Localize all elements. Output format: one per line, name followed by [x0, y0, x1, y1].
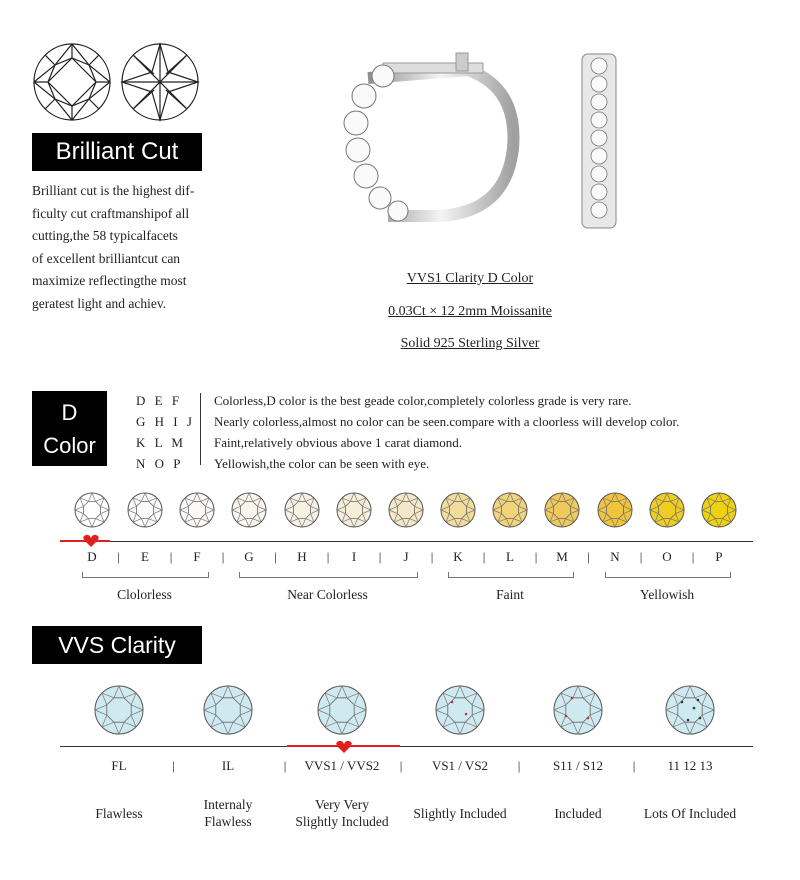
clarity-heart-marker-icon [335, 740, 353, 754]
color-scale-letter: K [453, 549, 463, 564]
d-color-title [32, 391, 107, 466]
brilliant-cut-title: Brilliant Cut [32, 133, 202, 171]
color-gem-m [545, 493, 579, 527]
color-scale-letter: O [662, 549, 672, 564]
d-color-title-line2: Color [43, 433, 96, 458]
clarity-gem-0 [95, 686, 143, 734]
clarity-grade-label: IL [221, 758, 235, 773]
color-gem-k [441, 493, 475, 527]
inclusion-dot [587, 717, 590, 720]
clarity-scale-line [60, 746, 753, 747]
clarity-separator: | [283, 758, 287, 773]
clarity-grade-label: VVS1 / VVS2 [304, 758, 380, 773]
grade-letters: N O P [136, 456, 184, 471]
scale-separator: | [378, 549, 382, 564]
category-bracket [448, 572, 574, 578]
scale-separator: | [221, 549, 225, 564]
spec-moissanite: 0.03Ct × 12 2mm Moissanite [388, 304, 552, 319]
clarity-grade-name: Internaly Flawless [203, 797, 253, 829]
inclusion-dot [451, 701, 454, 704]
clarity-gem-1 [204, 686, 252, 734]
grade-description: Faint,relatively obvious above 1 carat diamond. [214, 435, 463, 450]
clarity-grade-name: Slightly Included [413, 806, 507, 821]
hoop-earring-front-image [576, 52, 622, 230]
clarity-grade-label: VS1 / VS2 [431, 758, 489, 773]
clarity-grade-name: Lots Of Included [643, 806, 737, 821]
scale-separator: | [430, 549, 434, 564]
diamond-bottom-view-icon [120, 42, 200, 122]
color-gem-p [702, 493, 736, 527]
clarity-separator: | [172, 758, 175, 773]
inclusion-dot [693, 707, 696, 710]
color-gem-d [75, 493, 109, 527]
grade-divider [200, 393, 201, 465]
color-category-label: Near Colorless [287, 587, 368, 602]
color-gem-g [232, 493, 266, 527]
vvs-clarity-title: VVS Clarity [32, 626, 202, 664]
clarity-grade-name: Very Very Slightly Included [295, 797, 389, 829]
color-gem-h [285, 493, 319, 527]
color-gem-row [0, 488, 800, 533]
color-scale-letter: H [297, 549, 307, 564]
clarity-gem-row [0, 684, 800, 736]
spec-clarity-color: VVS1 Clarity D Color [406, 271, 534, 286]
color-scale-letter: D [87, 549, 97, 564]
color-gem-l [493, 493, 527, 527]
scale-separator: | [274, 549, 277, 564]
category-bracket [605, 572, 731, 578]
category-bracket [239, 572, 418, 578]
scale-separator: | [482, 549, 486, 564]
color-scale-letter: L [506, 549, 514, 564]
clarity-grade-label: FL [111, 758, 127, 773]
color-scale-letter: F [193, 549, 201, 564]
color-category-label: Faint [496, 587, 524, 602]
clarity-separator: | [632, 758, 636, 773]
color-gem-i [337, 493, 371, 527]
inclusion-dot [697, 699, 700, 702]
inclusion-dot [699, 717, 702, 720]
color-scale-letter: J [403, 549, 409, 564]
inclusion-dot [465, 713, 468, 716]
color-category-label: Clolorless [117, 587, 172, 602]
color-gem-n [598, 493, 632, 527]
color-gem-f [180, 493, 214, 527]
clarity-gem-5 [666, 686, 714, 734]
color-gem-j [389, 493, 423, 527]
spec-silver: Solid 925 Sterling Silver [400, 336, 540, 351]
clarity-grade-label: 11 12 13 [667, 758, 713, 773]
diamond-top-view-icon [32, 42, 112, 122]
hoop-earring-side-image [328, 48, 528, 228]
clarity-grade-name: Flawless [95, 806, 143, 821]
color-gem-o [650, 493, 684, 527]
color-scale-letter: P [715, 549, 723, 564]
category-bracket [82, 572, 209, 578]
scale-separator: | [639, 549, 643, 564]
scale-separator: | [169, 549, 173, 564]
clarity-grade-name: Included [554, 806, 602, 821]
clarity-separator: | [517, 758, 521, 773]
inclusion-dot [681, 701, 684, 704]
color-scale-line [60, 541, 753, 542]
color-gem-e [128, 493, 162, 527]
grade-description: Colorless,D color is the best geade color,completely colorless grade is very rare. [214, 393, 632, 408]
scale-separator: | [534, 549, 538, 564]
clarity-gem-4 [554, 686, 602, 734]
inclusion-dot [687, 719, 690, 722]
inclusion-dot [571, 697, 574, 700]
scale-separator: | [117, 549, 120, 564]
scale-separator: | [326, 549, 330, 564]
d-color-title-line1: D [61, 400, 78, 425]
brilliant-cut-description: Brilliant cut is the highest dif- ficulty cut craftmanshipof all cutting,the 58 typicalfacets of excellent brilliantcut can maximize reflectingthe most geratest light and achiev. [32, 183, 195, 311]
color-scale-letter: G [244, 549, 254, 564]
heart-marker-icon [82, 534, 100, 548]
clarity-gem-3 [436, 686, 484, 734]
clarity-separator: | [399, 758, 403, 773]
grade-letters: D E F [136, 393, 183, 408]
clarity-grade-label: S11 / S12 [552, 758, 604, 773]
grade-letters: G H I J [136, 414, 195, 429]
color-scale-letter: M [556, 549, 568, 564]
color-category-label: Yellowish [639, 587, 695, 602]
clarity-gem-2 [318, 686, 366, 734]
color-scale-letter: I [351, 549, 357, 564]
grade-letters: K L M [136, 435, 186, 450]
scale-separator: | [691, 549, 695, 564]
grade-description: Nearly colorless,almost no color can be seen.compare with a cloorless will develop color. [214, 414, 680, 429]
inclusion-dot [565, 715, 568, 718]
grade-description: Yellowish,the color can be seen with eye. [214, 456, 430, 471]
scale-separator: | [587, 549, 590, 564]
color-scale-letter: N [610, 549, 620, 564]
color-scale-letter: E [141, 549, 149, 564]
